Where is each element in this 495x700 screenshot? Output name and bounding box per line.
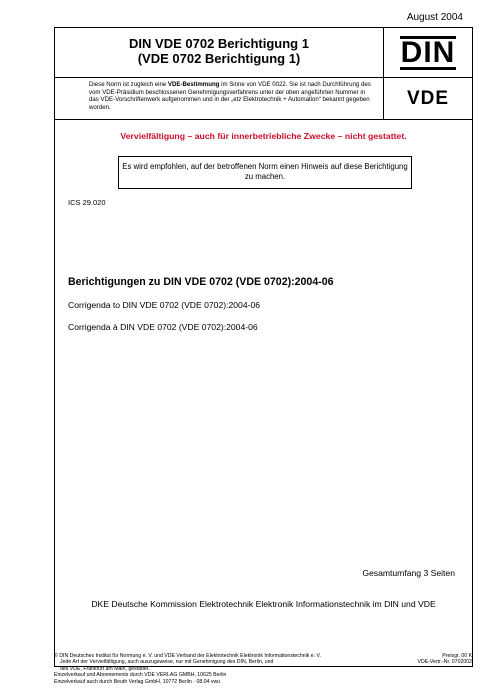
vde-logo-box — [384, 78, 472, 120]
copyright-footer — [54, 653, 424, 685]
footer-line-5: Einzelverkauf auch durch Beuth Verlag GmbH, 10772 Berlin · 08.04 vwu — [54, 678, 221, 685]
vde-notice — [55, 78, 384, 120]
document-title — [55, 28, 384, 78]
price-info — [403, 653, 472, 666]
price-group: Preisgr. 00 K — [442, 653, 472, 659]
title-line-1: DIN VDE 0702 Berichtigung 1 — [129, 36, 309, 51]
footer-line-2: Jede Art der Vervielfältigung, auch auszugsweise, nur mit Genehmigung des DIN, Berlin, und — [60, 659, 274, 666]
page-count: Gesamtumfang 3 Seiten — [362, 568, 455, 578]
ics-code: ICS 29.020 — [68, 198, 106, 207]
din-logo: DIN — [400, 35, 456, 69]
title-line-2: (VDE 0702 Berichtigung 1) — [137, 51, 301, 66]
advice-box: Es wird empfohlen, auf der betroffenen Norm einen Hinweis auf diese Berichtigung zu machen. — [118, 156, 412, 189]
din-logo-box — [384, 28, 472, 78]
reproduction-notice: Vervielfältigung – auch für innerbetriebliche Zwecke – nicht gestattet. — [120, 131, 407, 141]
notice-text-2: im Sinne von VDE 0022. Sie ist nach Durchführung des vom VDE-Präsidium beschlossenen Genehmigungsverfahrens unter der oben angeführten Nummer in das VDE-Vorschriftenwerk aufgenommen und in der „etz Elektrotechnik + Automation“ bekannt gegeben worden. — [89, 81, 371, 111]
vde-logo: VDE — [406, 87, 450, 109]
notice-bold: VDE-Bestimmung — [167, 81, 220, 88]
title-german: Berichtigungen zu DIN VDE 0702 (VDE 0702):2004-06 — [68, 276, 334, 288]
title-french: Corrigenda à DIN VDE 0702 (VDE 0702):2004-06 — [68, 322, 258, 332]
issue-date: August 2004 — [406, 12, 463, 23]
dke-line: DKE Deutsche Kommission Elektrotechnik Elektronik Informationstechnik im DIN und VDE — [91, 599, 436, 609]
footer-line-3: des VDE, Frankfurt am Main, gestattet. — [60, 665, 150, 672]
footer-line-1: © DIN Deutsches Institut für Normung e. V. und VDE Verband der Elektrotechnik Elektronik Informationstechnik e. V. — [54, 653, 321, 659]
notice-text-1: Diese Norm ist zugleich eine — [89, 81, 168, 88]
title-english: Corrigenda to DIN VDE 0702 (VDE 0702):2004-06 — [68, 300, 261, 310]
vde-order-number: VDE-Vertr.-Nr. 0702002 — [417, 659, 472, 666]
footer-line-4: Einzelverkauf und Abonnements durch VDE VERLAG GMBH, 10625 Berlin — [54, 672, 227, 679]
